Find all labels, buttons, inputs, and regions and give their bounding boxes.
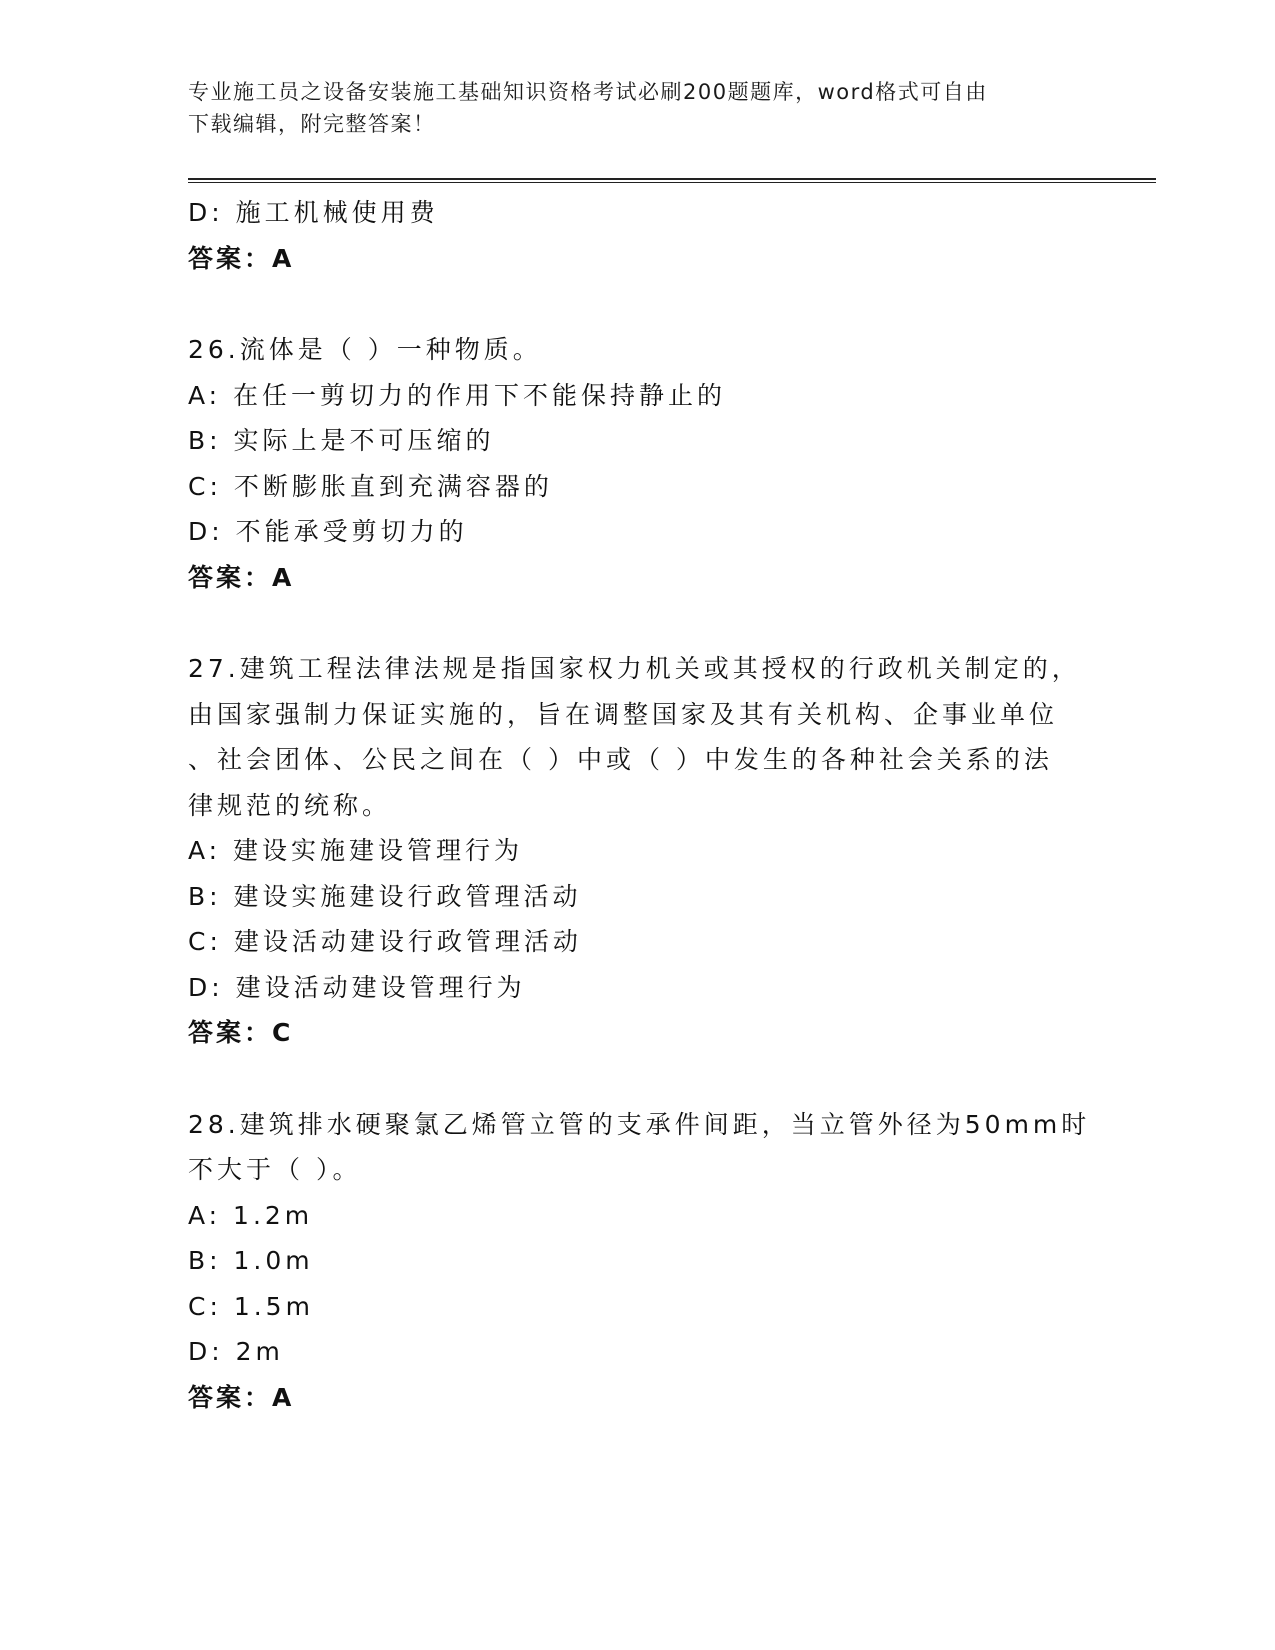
option-a: A: 建设实施建设管理行为 bbox=[188, 836, 524, 865]
question-25-tail bbox=[188, 190, 1068, 281]
option-b: B: 实际上是不可压缩的 bbox=[188, 426, 495, 455]
option-d: D: 建设活动建设管理行为 bbox=[188, 972, 526, 1002]
option-a: A: 在任一剪切力的作用下不能保持静止的 bbox=[188, 380, 727, 410]
question-27 bbox=[188, 646, 1081, 1056]
option-b: B: 1.0m bbox=[188, 1246, 314, 1275]
answer-line bbox=[188, 236, 1068, 282]
option-b: B: 建设实施建设行政管理活动 bbox=[188, 881, 582, 911]
header-divider bbox=[188, 178, 1156, 183]
answer-label: 答案： bbox=[188, 562, 273, 592]
answer-line bbox=[188, 1375, 1068, 1421]
question-stem-line-3: 、社会团体、公民之间在（ ）中或（ ）中发生的各种社会关系的法 bbox=[188, 745, 1053, 774]
question-stem: 26.流体是（ ）一种物质。 bbox=[188, 335, 542, 364]
option-d: D: 2m bbox=[188, 1337, 284, 1366]
question-stem-line-1: 27.建筑工程法律法规是指国家权力机关或其授权的行政机关制定的， bbox=[188, 654, 1081, 683]
answer-line bbox=[188, 1010, 1068, 1056]
spacer bbox=[188, 1056, 1068, 1102]
option-d: D: 不能承受剪切力的 bbox=[188, 517, 468, 546]
answer-value: A bbox=[272, 243, 295, 273]
option-d: D: 施工机械使用费 bbox=[188, 198, 439, 227]
answer-value: A bbox=[272, 562, 295, 592]
spacer bbox=[188, 281, 1068, 327]
option-c: C: 建设活动建设行政管理活动 bbox=[188, 927, 582, 956]
question-content bbox=[188, 190, 1091, 1420]
question-28 bbox=[188, 1102, 1091, 1421]
option-a: A: 1.2m bbox=[188, 1200, 314, 1230]
spacer bbox=[188, 600, 1068, 646]
document-header bbox=[188, 76, 1068, 140]
answer-label: 答案： bbox=[188, 1018, 273, 1047]
question-stem-line-1: 28.建筑排水硬聚氯乙烯管立管的支承件间距，当立管外径为50mm时 bbox=[188, 1109, 1091, 1139]
header-line-1: 专业施工员之设备安装施工基础知识资格考试必刷200题题库，word格式可自由 bbox=[188, 80, 988, 104]
answer-label: 答案： bbox=[188, 1382, 273, 1412]
answer-value: A bbox=[272, 1382, 295, 1412]
answer-value: C bbox=[272, 1018, 294, 1047]
header-line-2: 下载编辑，附完整答案！ bbox=[188, 112, 436, 136]
answer-line bbox=[188, 555, 1068, 601]
question-stem-line-2: 由国家强制力保证实施的，旨在调整国家及其有关机构、企事业单位 bbox=[188, 699, 1059, 729]
answer-label: 答案： bbox=[188, 243, 273, 273]
option-c: C: 不断膨胀直到充满容器的 bbox=[188, 471, 553, 501]
question-stem-line-4: 律规范的统称。 bbox=[188, 790, 392, 820]
question-stem-line-2: 不大于（ ）。 bbox=[188, 1155, 362, 1184]
question-26 bbox=[188, 327, 1068, 600]
option-c: C: 1.5m bbox=[188, 1291, 314, 1321]
